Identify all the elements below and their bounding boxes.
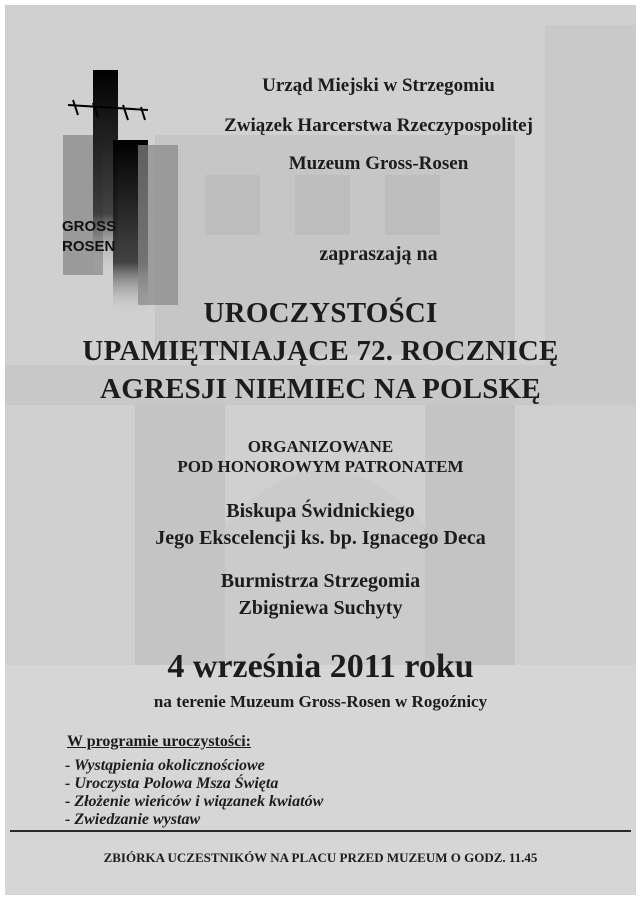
program-item: - Wystąpienia okolicznościowe [65,757,265,774]
program-item: - Złożenie wieńców i wiązanek kwiatów [65,793,324,810]
footer-divider [10,830,631,832]
title-line-1: UROCZYSTOŚCI [203,297,438,329]
gross-rosen-logo [53,65,188,320]
logo-text-rosen: ROSEN [62,238,116,255]
meeting-point-notice: ZBIÓRKA UCZESTNIKÓW NA PLACU PRZED MUZEUM O GODZ. 11.45 [103,850,538,865]
mayor-line-2: Zbigniewa Suchyty [238,597,403,619]
patronage-line-2: POD HONOROWYM PATRONATEM [177,457,464,476]
logo-text-gross: GROSS [62,218,117,235]
program-heading: W programie uroczystości: [67,733,251,750]
bishop-line-1: Biskupa Świdnickiego [226,500,415,522]
invite-text: zapraszają na [319,243,438,265]
organizer-scouts: Związek Harcerstwa Rzeczypospolitej [224,115,533,136]
organizer-museum: Muzeum Gross-Rosen [288,153,469,174]
organizer-city-office: Urząd Miejski w Strzegomiu [262,75,495,96]
title-line-2: UPAMIĘTNIAJĄCE 72. ROCZNICĘ [82,335,559,367]
program-item: - Uroczysta Polowa Msza Święta [65,775,279,792]
poster [5,5,636,895]
patronage-line-1: ORGANIZOWANE [247,437,394,456]
bishop-line-2: Jego Ekscelencji ks. bp. Ignacego Deca [155,527,486,549]
mayor-line-1: Burmistrza Strzegomia [220,570,421,592]
event-venue: na terenie Muzeum Gross-Rosen w Rogoźnicy [153,692,488,711]
program-item: - Zwiedzanie wystaw [65,811,201,828]
event-date: 4 września 2011 roku [167,648,474,685]
title-line-3: AGRESJI NIEMIEC NA POLSKĘ [100,373,541,405]
